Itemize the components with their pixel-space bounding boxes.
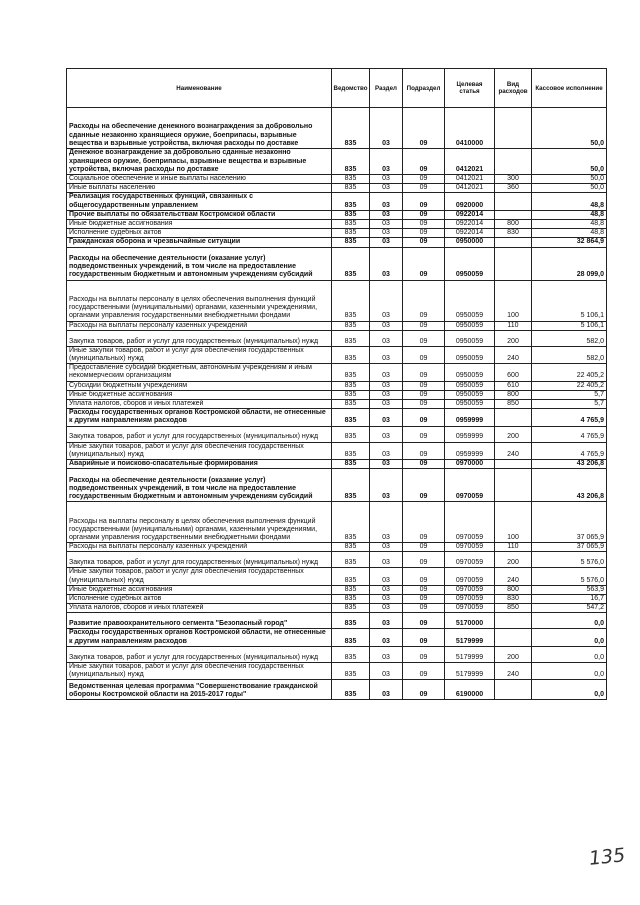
table-row [67,149,607,175]
cell-dept: 835 [332,149,370,175]
cell-type: 610 [495,381,532,390]
cell-type [495,460,532,469]
table-row [67,568,607,585]
table-row [67,390,607,399]
cell-section: 03 [370,613,403,629]
cell-article: 0950000 [445,238,495,247]
cell-dept: 835 [332,585,370,594]
cell-subsection: 09 [403,662,445,679]
cell-name: Денежное вознаграждение за добровольно сданные незаконно хранящиеся оружие, боеприпасы, взрывные вещества и взрывные устройства, включая расходы по доставке [67,149,332,175]
table-row [67,247,607,280]
cell-type [495,629,532,646]
table-row [67,193,607,210]
cell-name: Расходы на выплаты персоналу казенных учреждений [67,321,332,330]
cell-name: Иные закупки товаров, работ и услуг для обеспечения государственных (муниципальных) нужд [67,662,332,679]
cell-name: Прочие выплаты по обязательствам Костромской области [67,210,332,219]
cell-dept: 835 [332,390,370,399]
cell-section: 03 [370,364,403,381]
cell-dept: 835 [332,247,370,280]
cell-section: 03 [370,247,403,280]
cell-article: 0412021 [445,175,495,184]
cell-name: Иные бюджетные ассигнования [67,220,332,229]
cell-name: Закупка товаров, работ и услуг для государственных (муниципальных) нужд [67,646,332,662]
cell-section: 03 [370,604,403,613]
cell-article: 0959999 [445,426,495,442]
cell-dept: 835 [332,646,370,662]
table-row [67,108,607,149]
cell-dept: 835 [332,193,370,210]
cell-article: 0922014 [445,210,495,219]
cell-amount: 16,7 [532,595,607,604]
table-row [67,238,607,247]
cell-type [495,613,532,629]
table-row [67,543,607,552]
cell-amount: 50,0 [532,175,607,184]
table-row [67,346,607,363]
cell-type: 240 [495,442,532,459]
cell-subsection: 09 [403,680,445,700]
table-row [67,280,607,321]
cell-dept: 835 [332,220,370,229]
cell-amount: 563,9 [532,585,607,594]
cell-section: 03 [370,646,403,662]
cell-amount: 5,7 [532,390,607,399]
cell-name: Социальное обеспечение и иные выплаты населению [67,175,332,184]
cell-amount: 50,0 [532,108,607,149]
cell-subsection: 09 [403,321,445,330]
cell-dept: 835 [332,280,370,321]
cell-subsection: 09 [403,175,445,184]
cell-amount: 37 065,9 [532,502,607,543]
cell-subsection: 09 [403,426,445,442]
cell-name: Исполнение судебных актов [67,229,332,238]
cell-article: 0412021 [445,184,495,193]
cell-type: 800 [495,220,532,229]
cell-article: 0920000 [445,193,495,210]
table-row [67,409,607,426]
cell-amount: 43 206,8 [532,460,607,469]
cell-section: 03 [370,280,403,321]
header-article: Целевая статья [445,69,495,108]
cell-subsection: 09 [403,364,445,381]
budget-table-sheet [66,68,606,700]
cell-dept: 835 [332,568,370,585]
cell-article: 0970059 [445,568,495,585]
cell-dept: 835 [332,175,370,184]
cell-name: Расходы государственных органов Костромской области, не отнесенные к другим направлениям расходов [67,409,332,426]
cell-subsection: 09 [403,238,445,247]
cell-section: 03 [370,595,403,604]
cell-section: 03 [370,585,403,594]
cell-section: 03 [370,460,403,469]
table-row [67,400,607,409]
cell-article: 0970059 [445,543,495,552]
cell-amount: 48,8 [532,220,607,229]
cell-dept: 835 [332,184,370,193]
cell-name: Иные закупки товаров, работ и услуг для обеспечения государственных (муниципальных) нужд [67,568,332,585]
cell-dept: 835 [332,613,370,629]
table-row [67,646,607,662]
cell-amount: 48,8 [532,193,607,210]
cell-article: 5179999 [445,646,495,662]
cell-dept: 835 [332,409,370,426]
cell-section: 03 [370,238,403,247]
cell-section: 03 [370,321,403,330]
table-row [67,613,607,629]
cell-section: 03 [370,346,403,363]
cell-amount: 5 106,1 [532,280,607,321]
cell-section: 03 [370,629,403,646]
cell-dept: 835 [332,364,370,381]
cell-section: 03 [370,381,403,390]
cell-amount: 43 206,8 [532,469,607,502]
cell-amount: 22 405,2 [532,381,607,390]
cell-dept: 835 [332,346,370,363]
cell-type: 110 [495,321,532,330]
page-number: 135 [587,844,627,870]
cell-type [495,210,532,219]
cell-dept: 835 [332,662,370,679]
cell-section: 03 [370,220,403,229]
cell-name: Иные закупки товаров, работ и услуг для обеспечения государственных (муниципальных) нужд [67,346,332,363]
cell-subsection: 09 [403,149,445,175]
table-row [67,229,607,238]
cell-subsection: 09 [403,229,445,238]
cell-dept: 835 [332,229,370,238]
header-dept: Ведомство [332,69,370,108]
cell-name: Иные выплаты населению [67,184,332,193]
cell-subsection: 09 [403,595,445,604]
cell-subsection: 09 [403,400,445,409]
table-body [67,108,607,700]
cell-amount: 582,0 [532,346,607,363]
cell-section: 03 [370,330,403,346]
cell-subsection: 09 [403,460,445,469]
cell-name: Аварийные и поисково-спасательные формирования [67,460,332,469]
cell-type [495,469,532,502]
cell-section: 03 [370,149,403,175]
cell-amount: 50,0 [532,149,607,175]
cell-section: 03 [370,680,403,700]
cell-type: 200 [495,330,532,346]
cell-type: 850 [495,604,532,613]
cell-amount: 22 405,2 [532,364,607,381]
cell-type: 800 [495,390,532,399]
cell-name: Закупка товаров, работ и услуг для государственных (муниципальных) нужд [67,552,332,568]
cell-dept: 835 [332,210,370,219]
cell-amount: 0,0 [532,629,607,646]
table-row [67,502,607,543]
cell-subsection: 09 [403,568,445,585]
cell-name: Закупка товаров, работ и услуг для государственных (муниципальных) нужд [67,426,332,442]
cell-type: 240 [495,346,532,363]
cell-section: 03 [370,662,403,679]
cell-type: 800 [495,585,532,594]
cell-subsection: 09 [403,629,445,646]
cell-article: 0950059 [445,346,495,363]
cell-article: 0922014 [445,229,495,238]
cell-subsection: 09 [403,184,445,193]
cell-subsection: 09 [403,502,445,543]
table-row [67,364,607,381]
cell-dept: 835 [332,321,370,330]
cell-article: 0950059 [445,381,495,390]
cell-article: 0950059 [445,330,495,346]
header-amount: Кассовое исполнение [532,69,607,108]
table-row [67,469,607,502]
cell-dept: 835 [332,502,370,543]
cell-subsection: 09 [403,390,445,399]
cell-subsection: 09 [403,469,445,502]
cell-name: Расходы на обеспечение деятельности (оказание услуг) подведомственных учреждений, в том числе на предоставление государственным бюджетным и автономным учреждениям субсидий [67,247,332,280]
cell-amount: 0,0 [532,646,607,662]
cell-type: 110 [495,543,532,552]
cell-article: 0412021 [445,149,495,175]
cell-article: 0950059 [445,400,495,409]
cell-type [495,409,532,426]
table-row [67,426,607,442]
cell-article: 0950059 [445,280,495,321]
cell-type: 200 [495,426,532,442]
cell-amount: 4 765,9 [532,409,607,426]
cell-article: 0950059 [445,247,495,280]
table-row [67,552,607,568]
cell-type: 200 [495,552,532,568]
cell-type: 830 [495,229,532,238]
cell-subsection: 09 [403,442,445,459]
cell-name: Иные бюджетные ассигнования [67,390,332,399]
cell-section: 03 [370,409,403,426]
cell-article: 0970059 [445,595,495,604]
cell-type [495,680,532,700]
cell-amount: 5,7 [532,400,607,409]
cell-name: Расходы на обеспечение деятельности (оказание услуг) подведомственных учреждений, в том числе на предоставление государственным бюджетным и автономным учреждениям субсидий [67,469,332,502]
table-row [67,595,607,604]
cell-section: 03 [370,442,403,459]
cell-article: 0970059 [445,552,495,568]
cell-amount: 0,0 [532,662,607,679]
cell-subsection: 09 [403,193,445,210]
cell-type [495,149,532,175]
cell-subsection: 09 [403,646,445,662]
cell-type: 600 [495,364,532,381]
header-name: Наименование [67,69,332,108]
cell-section: 03 [370,229,403,238]
table-row [67,175,607,184]
cell-article: 0970059 [445,502,495,543]
cell-amount: 582,0 [532,330,607,346]
cell-name: Расходы на выплаты персоналу казенных учреждений [67,543,332,552]
cell-amount: 4 765,9 [532,426,607,442]
cell-dept: 835 [332,552,370,568]
cell-article: 0970000 [445,460,495,469]
cell-article: 0970059 [445,585,495,594]
cell-article: 5179999 [445,662,495,679]
cell-article: 0950059 [445,390,495,399]
cell-article: 6190000 [445,680,495,700]
cell-subsection: 09 [403,247,445,280]
cell-name: Исполнение судебных актов [67,595,332,604]
cell-subsection: 09 [403,409,445,426]
cell-subsection: 09 [403,210,445,219]
cell-type: 300 [495,175,532,184]
cell-amount: 547,2 [532,604,607,613]
cell-name: Субсидии бюджетным учреждениям [67,381,332,390]
cell-name: Закупка товаров, работ и услуг для государственных (муниципальных) нужд [67,330,332,346]
cell-name: Развитие правоохранительного сегмента "Безопасный город" [67,613,332,629]
cell-name: Предоставление субсидий бюджетным, автономным учреждениям и иным некоммерческим организациям [67,364,332,381]
cell-article: 0922014 [445,220,495,229]
cell-amount: 37 065,9 [532,543,607,552]
cell-amount: 0,0 [532,680,607,700]
cell-section: 03 [370,568,403,585]
cell-section: 03 [370,175,403,184]
cell-article: 0950059 [445,364,495,381]
table-header-row [67,69,607,108]
cell-section: 03 [370,210,403,219]
table-row [67,629,607,646]
cell-amount: 32 864,9 [532,238,607,247]
cell-type: 100 [495,502,532,543]
cell-type: 240 [495,568,532,585]
cell-name: Расходы на обеспечение денежного вознаграждения за добровольно сданные незаконно хранящиеся оружие, боеприпасы, взрывные вещества и взрывные устройства, включая расходы по доставке [67,108,332,149]
table-row [67,220,607,229]
table-row [67,321,607,330]
cell-dept: 835 [332,595,370,604]
cell-subsection: 09 [403,330,445,346]
cell-amount: 28 099,0 [532,247,607,280]
cell-section: 03 [370,184,403,193]
cell-type: 830 [495,595,532,604]
table-row [67,330,607,346]
cell-name: Уплата налогов, сборов и иных платежей [67,400,332,409]
table-row [67,585,607,594]
cell-amount: 0,0 [532,613,607,629]
cell-type: 100 [495,280,532,321]
cell-article: 0959999 [445,409,495,426]
cell-name: Уплата налогов, сборов и иных платежей [67,604,332,613]
cell-dept: 835 [332,469,370,502]
cell-article: 0970059 [445,469,495,502]
cell-section: 03 [370,390,403,399]
cell-dept: 835 [332,426,370,442]
table-row [67,210,607,219]
cell-subsection: 09 [403,552,445,568]
cell-article: 0410000 [445,108,495,149]
cell-dept: 835 [332,330,370,346]
cell-name: Иные закупки товаров, работ и услуг для обеспечения государственных (муниципальных) нужд [67,442,332,459]
cell-section: 03 [370,108,403,149]
cell-dept: 835 [332,543,370,552]
header-section: Раздел [370,69,403,108]
cell-type: 200 [495,646,532,662]
cell-subsection: 09 [403,585,445,594]
cell-amount: 48,8 [532,210,607,219]
cell-section: 03 [370,426,403,442]
cell-name: Иные бюджетные ассигнования [67,585,332,594]
cell-name: Реализация государственных функций, связанных с общегосударственным управлением [67,193,332,210]
table-row [67,442,607,459]
table-row [67,381,607,390]
cell-dept: 835 [332,238,370,247]
cell-amount: 5 576,0 [532,568,607,585]
cell-section: 03 [370,543,403,552]
table-row [67,604,607,613]
cell-type [495,108,532,149]
cell-section: 03 [370,400,403,409]
table-row [67,662,607,679]
cell-dept: 835 [332,680,370,700]
cell-dept: 835 [332,108,370,149]
cell-subsection: 09 [403,346,445,363]
table-row [67,680,607,700]
cell-section: 03 [370,193,403,210]
cell-section: 03 [370,469,403,502]
cell-subsection: 09 [403,280,445,321]
cell-article: 0950059 [445,321,495,330]
cell-amount: 50,0 [532,184,607,193]
cell-type: 240 [495,662,532,679]
budget-table [66,68,607,700]
cell-amount: 4 765,9 [532,442,607,459]
header-subsection: Подраздел [403,69,445,108]
cell-name: Гражданская оборона и чрезвычайные ситуации [67,238,332,247]
cell-type: 360 [495,184,532,193]
header-type: Вид расходов [495,69,532,108]
cell-name: Расходы на выплаты персоналу в целях обеспечения выполнения функций государственными (муниципальными) органами, казенными учреждениями, органами управления государственными внебюджетными фондами [67,502,332,543]
cell-article: 0970059 [445,604,495,613]
cell-section: 03 [370,502,403,543]
cell-subsection: 09 [403,613,445,629]
cell-name: Расходы на выплаты персоналу в целях обеспечения выполнения функций государственными (муниципальными) органами, казенными учреждениями, органами управления государственными внебюджетными фондами [67,280,332,321]
cell-subsection: 09 [403,604,445,613]
cell-type: 850 [495,400,532,409]
table-row [67,184,607,193]
cell-article: 5170000 [445,613,495,629]
cell-subsection: 09 [403,220,445,229]
table-row [67,460,607,469]
cell-type [495,193,532,210]
cell-subsection: 09 [403,108,445,149]
cell-amount: 5 576,0 [532,552,607,568]
cell-dept: 835 [332,400,370,409]
cell-article: 5179999 [445,629,495,646]
cell-dept: 835 [332,442,370,459]
cell-subsection: 09 [403,543,445,552]
cell-dept: 835 [332,629,370,646]
cell-article: 0959999 [445,442,495,459]
cell-dept: 835 [332,460,370,469]
cell-dept: 835 [332,604,370,613]
cell-type [495,238,532,247]
cell-name: Расходы государственных органов Костромской области, не отнесенные к другим направлениям расходов [67,629,332,646]
cell-subsection: 09 [403,381,445,390]
cell-amount: 5 106,1 [532,321,607,330]
cell-amount: 48,8 [532,229,607,238]
cell-dept: 835 [332,381,370,390]
cell-type [495,247,532,280]
cell-name: Ведомственная целевая программа "Совершенствование гражданской обороны Костромской области на 2015-2017 годы" [67,680,332,700]
cell-section: 03 [370,552,403,568]
